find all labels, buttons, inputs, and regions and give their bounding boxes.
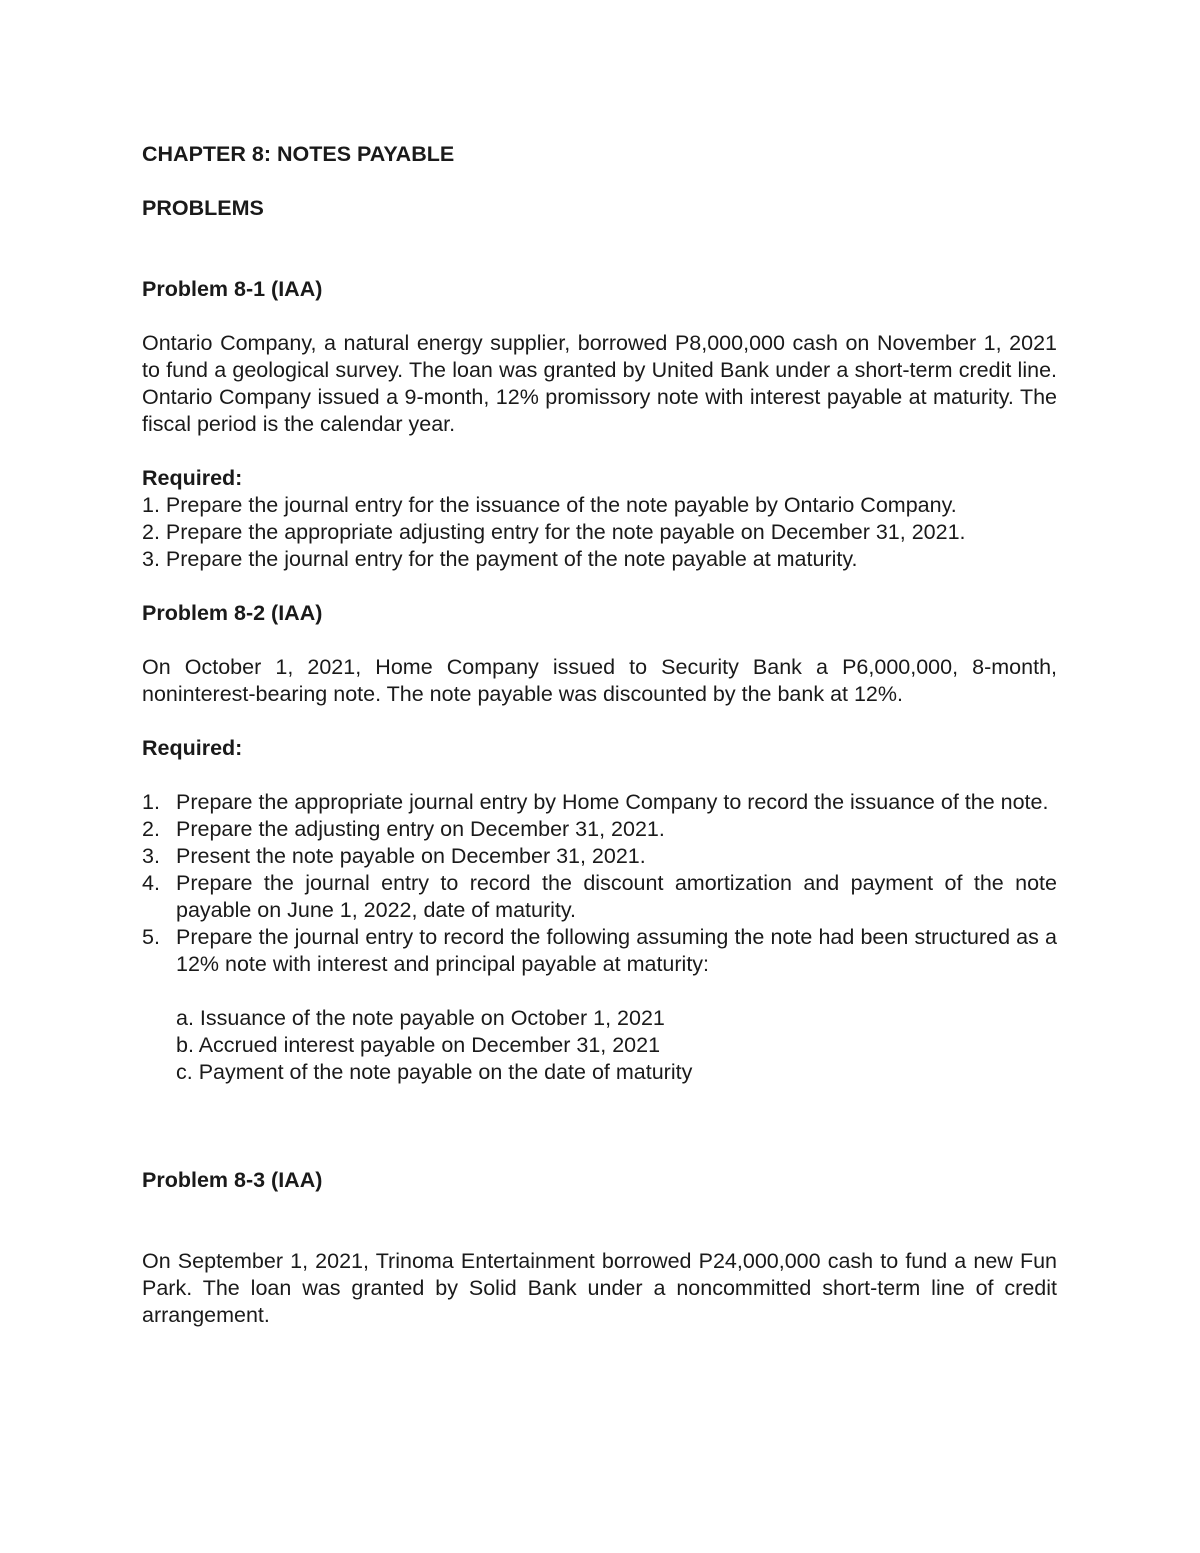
required-label-8-1: Required: — [142, 466, 243, 490]
list-item — [142, 924, 1057, 978]
list-text: Present the note payable on December 31, 2021. — [176, 844, 646, 868]
list-item — [142, 789, 1057, 816]
list-text: Prepare the journal entry to record the following assuming the note had been structured as a 12% note with interest and principal payable at maturity: — [176, 925, 1057, 976]
list-item — [142, 843, 1057, 870]
required-list-8-1 — [142, 492, 1057, 573]
list-item — [142, 816, 1057, 843]
section-title: PROBLEMS — [142, 196, 264, 220]
list-number: 1. — [142, 790, 160, 814]
list-item: 3. Prepare the journal entry for the payment of the note payable at maturity. — [142, 547, 858, 571]
problem-title-8-1: Problem 8-1 (IAA) — [142, 277, 323, 301]
list-text: Prepare the adjusting entry on December 31, 2021. — [176, 817, 665, 841]
sub-list-item: c. Payment of the note payable on the date of maturity — [176, 1060, 693, 1084]
list-number: 5. — [142, 925, 160, 949]
problem-text-8-3: On September 1, 2021, Trinoma Entertainment borrowed P24,000,000 cash to fund a new Fun Park. The loan was granted by Solid Bank under a noncommitted short-term line of credit arrangement. — [142, 1249, 1057, 1327]
sub-list-8-2 — [142, 1005, 1057, 1086]
list-number: 3. — [142, 844, 160, 868]
list-text: Prepare the journal entry to record the discount amortization and payment of the note payable on June 1, 2022, date of maturity. — [176, 871, 1057, 922]
list-number: 4. — [142, 871, 160, 895]
required-list-8-2 — [142, 789, 1057, 978]
list-number: 2. — [142, 817, 160, 841]
list-text: Prepare the appropriate journal entry by Home Company to record the issuance of the note. — [176, 790, 1049, 814]
chapter-title: CHAPTER 8: NOTES PAYABLE — [142, 142, 455, 166]
list-item: 1. Prepare the journal entry for the issuance of the note payable by Ontario Company. — [142, 493, 957, 517]
problem-title-8-2: Problem 8-2 (IAA) — [142, 601, 323, 625]
problem-text-8-1: Ontario Company, a natural energy supplier, borrowed P8,000,000 cash on November 1, 2021 to fund a geological survey. The loan was granted by United Bank under a short-term credit line. Ontario Company issued a 9-month, 12% promissory note with interest payable at maturity. The fiscal period is the calendar year. — [142, 331, 1057, 436]
required-label-8-2: Required: — [142, 736, 243, 760]
sub-list-item: b. Accrued interest payable on December 31, 2021 — [176, 1033, 661, 1057]
problem-text-8-2: On October 1, 2021, Home Company issued to Security Bank a P6,000,000, 8-month, noninterest-bearing note. The note payable was discounted by the bank at 12%. — [142, 655, 1057, 706]
document-content — [142, 141, 1057, 1329]
list-item: 2. Prepare the appropriate adjusting entry for the note payable on December 31, 2021. — [142, 520, 966, 544]
problem-title-8-3: Problem 8-3 (IAA) — [142, 1168, 323, 1192]
list-item — [142, 870, 1057, 924]
sub-list-item: a. Issuance of the note payable on October 1, 2021 — [176, 1006, 665, 1030]
